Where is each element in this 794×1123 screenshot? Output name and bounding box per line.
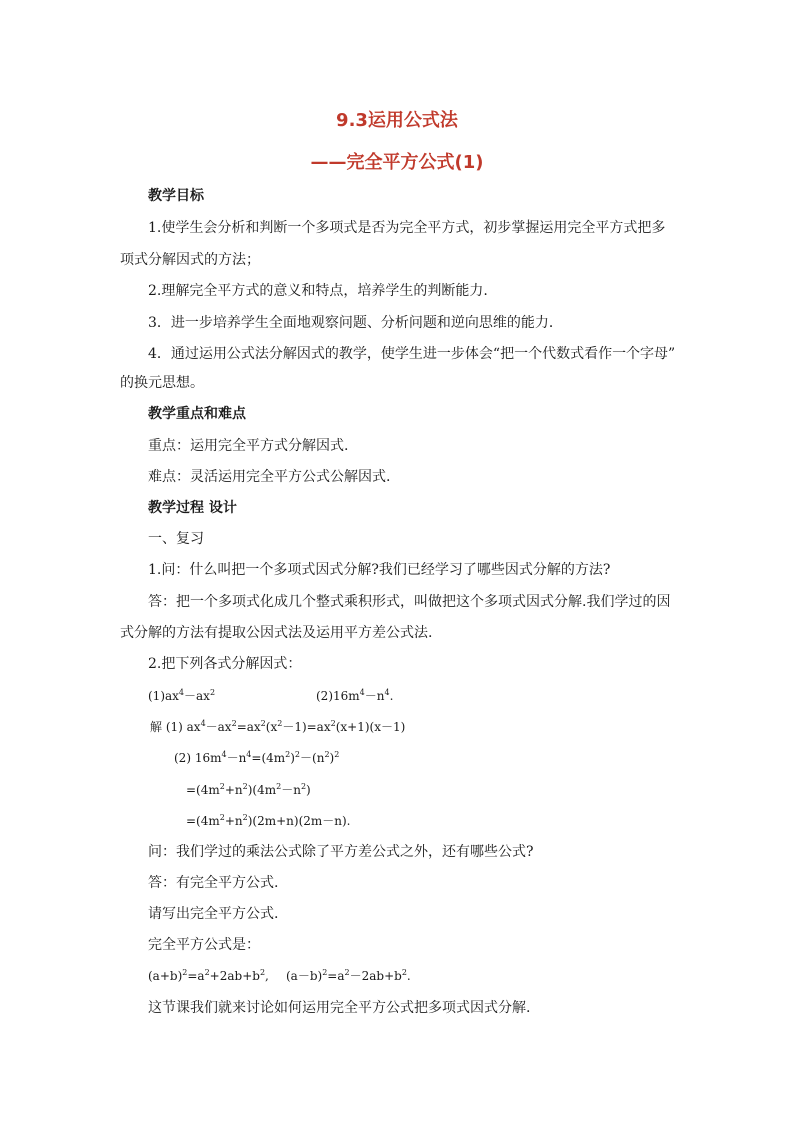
- exponent: 2: [260, 719, 266, 728]
- solution-2-part: )(4m: [247, 783, 277, 797]
- exponent: 2: [344, 968, 350, 977]
- exponent: 4: [384, 688, 390, 697]
- exponent: 2: [219, 813, 225, 822]
- formula-sum-square: [148, 966, 269, 986]
- difficulty-point: 难点：灵活运用完全平方公式公解因式.: [148, 469, 391, 485]
- formula-part: ,: [265, 969, 269, 983]
- exponent: 4: [221, 750, 227, 759]
- solution-2-part: +n: [224, 814, 243, 828]
- solution-1: [150, 717, 405, 737]
- answer-3: 答：有完全平方公式.: [148, 875, 279, 891]
- formula-part: =a: [327, 969, 345, 983]
- solution-1-part: 解 (1) ax: [150, 720, 201, 734]
- solution-2-part: －n: [226, 751, 247, 765]
- formula-part: .: [406, 969, 411, 983]
- exponent: 4: [246, 750, 252, 759]
- goal-1-line-1: 1.使学生会分析和判断一个多项式是否为完全平方式，初步掌握运用完全平方式把多: [148, 220, 666, 236]
- exponent: 4: [178, 688, 185, 697]
- exercise-2-part: －n: [364, 689, 385, 703]
- exponent: 2: [276, 782, 282, 791]
- solution-1-part: =ax: [236, 720, 261, 734]
- answer-1-line-1: 答：把一个多项式化成几个整式乘积形式，叫做把这个多项式因式分解.我们学过的因: [148, 594, 671, 610]
- goal-4-line-2: 的换元思想。: [120, 375, 204, 391]
- goals-heading: 教学目标: [148, 188, 204, 204]
- question-3: 问：我们学过的乘法公式除了平方差公式之外，还有哪些公式?: [148, 844, 534, 860]
- review-heading: 一、复习: [148, 531, 204, 547]
- solution-1-part: (x: [265, 720, 278, 734]
- formula-part: =a: [187, 969, 205, 983]
- exponent: 4: [359, 688, 365, 697]
- exercise-1-part: －ax: [184, 689, 210, 703]
- solution-2-part: +n: [224, 783, 243, 797]
- exponent: 2: [231, 719, 237, 728]
- exponent: 2: [294, 750, 301, 759]
- exponent: 2: [219, 782, 225, 791]
- formula-part: －2ab+b: [349, 969, 402, 983]
- formula-difference-square: [286, 966, 411, 986]
- solution-2-part: ): [329, 751, 335, 765]
- ask-formula: 请写出完全平方公式.: [148, 906, 279, 922]
- key-points-heading: 教学重点和难点: [148, 406, 246, 422]
- exercise-2: [316, 686, 393, 706]
- goal-2: 2.理解完全平方式的意义和特点，培养学生的判断能力.: [148, 283, 488, 299]
- formula-part: (a+b): [148, 969, 183, 983]
- exponent: 2: [204, 968, 210, 977]
- formula-part: +2ab+b: [209, 969, 260, 983]
- goal-4-line-1: 4．通过运用公式法分解因式的教学，使学生进一步体会“把一个代数式看作一个字母”: [148, 346, 676, 362]
- document-title: 9.3运用公式法: [336, 110, 458, 131]
- answer-1-line-2: 式分解的方法有提取公因式法及运用平方差公式法.: [120, 625, 433, 641]
- solution-2-line-1: [174, 748, 339, 768]
- solution-2-part: (2) 16m: [174, 751, 222, 765]
- formula-part: (a－b): [286, 969, 323, 983]
- closing-sentence: 这节课我们就来讨论如何运用完全平方公式把多项式因式分解.: [148, 1000, 531, 1016]
- exponent: 2: [277, 719, 283, 728]
- solution-2-line-3: [186, 811, 351, 831]
- exponent: 2: [259, 968, 266, 977]
- solution-2-part: =(4m: [251, 751, 286, 765]
- exponent: 2: [330, 719, 336, 728]
- document-subtitle: ——完全平方公式(1): [310, 152, 484, 173]
- solution-2-part: =(4m: [186, 814, 220, 828]
- exponent: 2: [285, 750, 291, 759]
- solution-1-part: －1)=ax: [282, 720, 331, 734]
- solution-1-part: (x+1)(x－1): [335, 720, 406, 734]
- solution-1-part: －ax: [205, 720, 232, 734]
- exponent: 2: [401, 968, 407, 977]
- formula-intro: 完全平方公式是：: [148, 937, 260, 953]
- solution-2-part: ): [306, 783, 311, 797]
- exponent: 2: [182, 968, 188, 977]
- solution-2-part: ): [290, 751, 295, 765]
- solution-2-line-2: [186, 780, 311, 800]
- exponent: 2: [322, 968, 328, 977]
- question-1: 1.问：什么叫把一个多项式因式分解?我们已经学习了哪些因式分解的方法?: [148, 562, 611, 578]
- exercise-2-part: (2)16m: [316, 689, 360, 703]
- exponent: 4: [200, 719, 206, 728]
- exponent: 2: [334, 750, 340, 759]
- solution-2-part: －(n: [300, 751, 325, 765]
- exponent: 2: [324, 750, 330, 759]
- exponent: 2: [242, 813, 248, 822]
- goal-3: 3．进一步培养学生全面地观察问题、分析问题和逆向思维的能力．: [148, 315, 563, 331]
- question-2: 2.把下列各式分解因式：: [148, 656, 302, 672]
- exponent: 2: [242, 782, 248, 791]
- exponent: 2: [209, 688, 216, 697]
- solution-2-part: )(2m+n)(2m－n).: [247, 814, 351, 828]
- exercise-1-part: (1)ax: [148, 689, 179, 703]
- exercise-1: [148, 686, 215, 706]
- exercise-2-part: .: [389, 689, 394, 703]
- process-heading: 教学过程 设计: [148, 500, 237, 516]
- solution-2-part: －n: [281, 783, 301, 797]
- key-point: 重点：运用完全平方式分解因式.: [148, 438, 349, 454]
- solution-2-part: =(4m: [186, 783, 220, 797]
- goal-1-line-2: 项式分解因式的方法；: [120, 252, 260, 268]
- exponent: 2: [300, 782, 307, 791]
